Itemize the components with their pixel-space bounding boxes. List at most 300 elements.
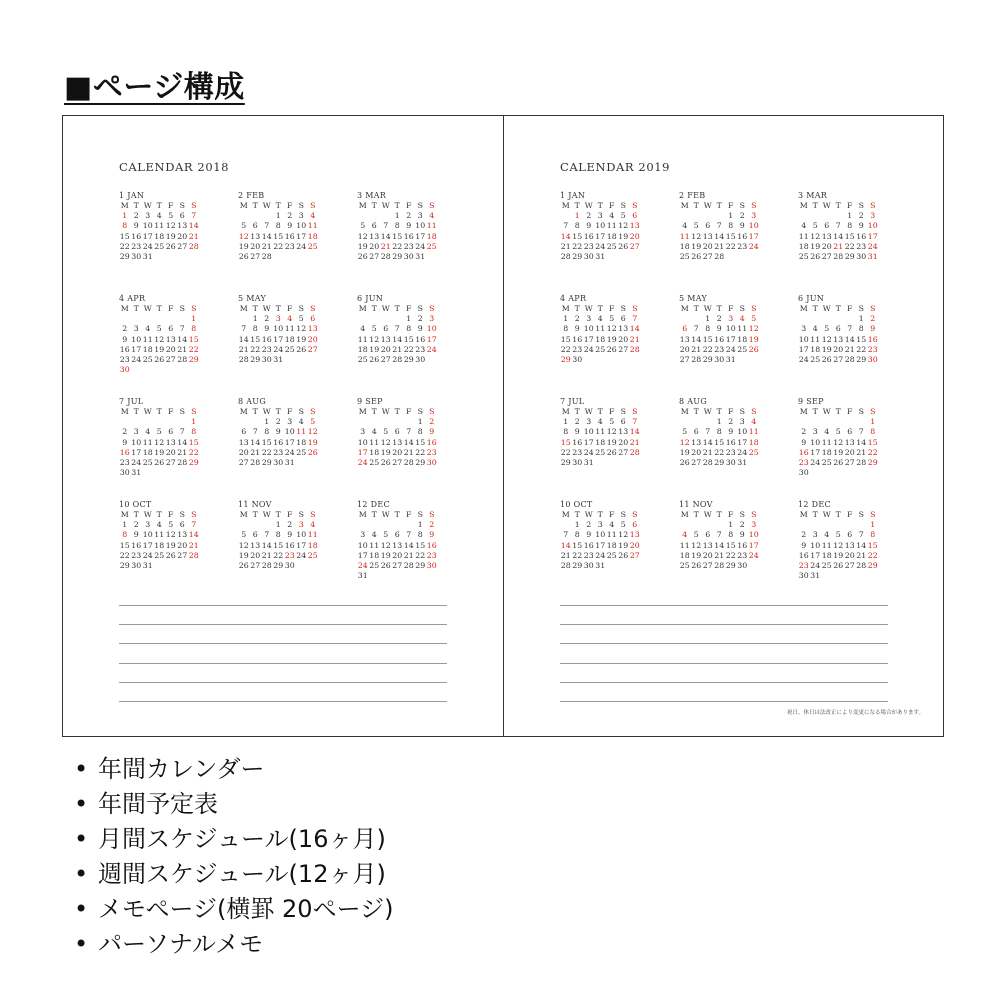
- day-cell: 15: [250, 334, 261, 344]
- day-cell: 19: [165, 231, 176, 241]
- day-cell: 2: [801, 427, 807, 437]
- day-cell: 22: [702, 344, 713, 354]
- day-cell: 14: [250, 437, 261, 447]
- weekday-label: M: [680, 304, 689, 313]
- day-cell: [691, 211, 703, 221]
- day-cell: 10: [737, 427, 748, 437]
- day-cell: 8: [716, 427, 722, 437]
- day-cell: 29: [119, 560, 130, 570]
- day-cell: 26: [238, 251, 249, 261]
- day-cell: 19: [618, 540, 629, 550]
- day-cell: 13: [618, 324, 629, 334]
- day-cell: 16: [403, 231, 414, 241]
- day-cell: 11: [737, 324, 748, 334]
- weekday-label: S: [417, 407, 423, 416]
- day-cell: 12: [618, 530, 629, 540]
- day-cell: 26: [833, 560, 844, 570]
- day-cell: 9: [716, 324, 722, 334]
- month-6: [798, 294, 894, 365]
- day-cell: 2: [264, 314, 270, 324]
- calendar-title-2018: CALENDAR 2018: [119, 160, 230, 174]
- week-row: [238, 520, 334, 530]
- day-cell: 8: [406, 324, 412, 334]
- day-cell: 4: [824, 530, 830, 540]
- day-cell: [748, 252, 760, 262]
- month-label: 3 MAR: [798, 191, 828, 200]
- day-cell: [307, 458, 319, 468]
- weekday-label: T: [812, 407, 818, 416]
- day-cell: 10: [142, 530, 153, 540]
- day-cell: 10: [583, 427, 594, 437]
- day-cell: 4: [145, 324, 151, 334]
- day-cell: 6: [835, 324, 841, 334]
- month-label: 1 JAN: [560, 191, 586, 200]
- day-cell: 11: [606, 530, 617, 540]
- feature-item: • パーソナルメモ: [74, 927, 393, 962]
- weekday-header: [560, 201, 656, 211]
- weekday-label: F: [406, 201, 412, 210]
- day-cell: 9: [122, 437, 128, 447]
- day-cell: 20: [250, 550, 261, 560]
- day-cell: 14: [714, 540, 725, 550]
- weekday-label: F: [847, 407, 853, 416]
- day-cell: 11: [595, 324, 606, 334]
- day-cell: 4: [597, 314, 603, 324]
- day-cell: 17: [583, 334, 594, 344]
- day-cell: 29: [844, 251, 855, 261]
- day-cell: 23: [131, 241, 142, 251]
- weekday-label: W: [822, 407, 831, 416]
- weekday-label: T: [275, 201, 281, 210]
- day-cell: 10: [798, 334, 809, 344]
- day-cell: 10: [357, 437, 368, 447]
- weekday-header: [798, 201, 894, 211]
- day-cell: 6: [705, 530, 711, 540]
- weekday-header: [119, 407, 215, 417]
- weekday-label: W: [262, 407, 271, 416]
- weekday-label: F: [847, 201, 853, 210]
- day-cell: [691, 314, 703, 324]
- weekday-label: S: [417, 510, 423, 519]
- day-cell: 16: [284, 540, 295, 550]
- day-cell: 19: [691, 550, 702, 560]
- day-cell: 25: [606, 241, 617, 251]
- day-cell: [629, 458, 641, 468]
- day-cell: 27: [250, 251, 261, 261]
- day-cell: [142, 468, 154, 478]
- day-cell: 27: [821, 251, 832, 261]
- day-cell: 14: [188, 530, 199, 540]
- day-cell: [250, 520, 262, 530]
- day-cell: 14: [261, 231, 272, 241]
- day-cell: 30: [426, 457, 437, 467]
- day-cell: [188, 561, 200, 571]
- weekday-label: F: [728, 407, 734, 416]
- day-cell: 20: [618, 437, 629, 447]
- calendar-spread: [62, 115, 944, 737]
- weekday-header: [560, 407, 656, 417]
- day-cell: 14: [392, 334, 403, 344]
- day-cell: 17: [810, 550, 821, 560]
- day-cell: [595, 458, 607, 468]
- day-cell: 6: [632, 211, 638, 221]
- week-row: [679, 427, 775, 437]
- day-cell: [737, 355, 749, 365]
- weekday-label: T: [394, 510, 400, 519]
- day-cell: [748, 458, 760, 468]
- month-5: [679, 294, 775, 365]
- day-cell: 9: [728, 427, 734, 437]
- weekday-header: [679, 201, 775, 211]
- memo-line: [119, 682, 447, 683]
- day-cell: [833, 314, 845, 324]
- day-cell: 1: [574, 520, 580, 530]
- day-cell: 2: [728, 417, 734, 427]
- day-cell: 3: [360, 530, 366, 540]
- day-cell: [833, 417, 845, 427]
- day-cell: 3: [298, 520, 304, 530]
- day-cell: 6: [394, 530, 400, 540]
- day-cell: 18: [821, 447, 832, 457]
- month-label: 8 AUG: [679, 397, 708, 406]
- weekday-label: T: [716, 201, 722, 210]
- day-cell: 26: [154, 457, 165, 467]
- day-cell: 24: [296, 241, 307, 251]
- day-cell: 1: [191, 417, 197, 427]
- day-cell: 28: [250, 457, 261, 467]
- day-cell: 27: [618, 447, 629, 457]
- day-cell: [867, 468, 879, 478]
- weekday-label: S: [858, 201, 864, 210]
- day-cell: 3: [360, 427, 366, 437]
- day-cell: 13: [165, 334, 176, 344]
- weekday-label: T: [716, 510, 722, 519]
- feature-item: • 週間スケジュール(12ヶ月): [74, 857, 393, 892]
- day-cell: 9: [801, 437, 807, 447]
- week-row: [238, 345, 334, 355]
- day-cell: 22: [273, 241, 284, 251]
- weekday-label: M: [358, 201, 367, 210]
- week-row: [238, 551, 334, 561]
- week-row: [560, 448, 656, 458]
- weekday-label: M: [680, 407, 689, 416]
- day-cell: 8: [252, 324, 258, 334]
- day-cell: 30: [131, 560, 142, 570]
- memo-line: [119, 663, 447, 664]
- week-row: [679, 417, 775, 427]
- day-cell: 15: [725, 231, 736, 241]
- day-cell: [856, 468, 868, 478]
- week-row: [119, 345, 215, 355]
- day-cell: [154, 314, 166, 324]
- day-cell: 18: [595, 334, 606, 344]
- weekday-label: S: [620, 201, 626, 210]
- weekday-label: M: [239, 304, 248, 313]
- day-cell: 21: [560, 241, 571, 251]
- day-cell: 7: [252, 427, 258, 437]
- day-cell: [380, 520, 392, 530]
- weekday-label: T: [133, 407, 139, 416]
- weekday-header: [679, 407, 775, 417]
- week-row: [798, 221, 894, 231]
- day-cell: [810, 211, 822, 221]
- memo-line: [119, 624, 447, 625]
- day-cell: [560, 211, 572, 221]
- weekday-header: [119, 201, 215, 211]
- day-cell: 3: [586, 417, 592, 427]
- weekday-label: S: [739, 407, 745, 416]
- week-row: [679, 561, 775, 571]
- day-cell: 28: [856, 457, 867, 467]
- day-cell: 27: [618, 344, 629, 354]
- day-cell: 12: [296, 324, 307, 334]
- day-cell: 18: [357, 344, 368, 354]
- weekday-label: F: [847, 510, 853, 519]
- week-row: [119, 365, 215, 375]
- day-cell: 19: [154, 344, 165, 354]
- day-cell: 5: [620, 520, 626, 530]
- day-cell: 23: [714, 344, 725, 354]
- day-cell: 5: [609, 314, 615, 324]
- day-cell: 18: [679, 241, 690, 251]
- weekday-label: T: [693, 201, 699, 210]
- day-cell: 28: [403, 457, 414, 467]
- week-row: [679, 211, 775, 221]
- day-cell: 2: [122, 324, 128, 334]
- weekday-label: S: [179, 510, 185, 519]
- day-cell: [165, 561, 177, 571]
- day-cell: 15: [188, 437, 199, 447]
- day-cell: 9: [574, 427, 580, 437]
- day-cell: 17: [583, 437, 594, 447]
- weekday-label: S: [298, 201, 304, 210]
- day-cell: 1: [716, 417, 722, 427]
- day-cell: 23: [583, 550, 594, 560]
- day-cell: 31: [131, 468, 142, 478]
- day-cell: 25: [810, 354, 821, 364]
- day-cell: 24: [595, 241, 606, 251]
- week-row: [560, 211, 656, 221]
- week-row: [119, 438, 215, 448]
- day-cell: 11: [142, 334, 153, 344]
- weekday-label: S: [310, 304, 316, 313]
- day-cell: [629, 355, 641, 365]
- day-cell: 18: [810, 344, 821, 354]
- week-row: [357, 438, 453, 448]
- day-cell: 30: [426, 560, 437, 570]
- day-cell: 19: [165, 540, 176, 550]
- day-cell: 10: [748, 530, 759, 540]
- weekday-header: [560, 304, 656, 314]
- day-cell: 24: [748, 550, 759, 560]
- day-cell: 14: [844, 334, 855, 344]
- week-row: [119, 335, 215, 345]
- day-cell: 16: [737, 540, 748, 550]
- day-cell: 7: [563, 530, 569, 540]
- day-cell: 23: [798, 560, 809, 570]
- day-cell: 31: [595, 560, 606, 570]
- day-cell: 11: [284, 324, 295, 334]
- day-cell: 28: [392, 354, 403, 364]
- weekday-label: S: [858, 304, 864, 313]
- day-cell: 13: [392, 540, 403, 550]
- day-cell: 15: [560, 334, 571, 344]
- day-cell: [165, 252, 177, 262]
- month-8: [679, 397, 775, 468]
- day-cell: 5: [824, 324, 830, 334]
- weekday-label: T: [597, 304, 603, 313]
- weekday-label: F: [728, 304, 734, 313]
- weekday-label: F: [609, 201, 615, 210]
- day-cell: 23: [867, 344, 878, 354]
- day-cell: [165, 365, 177, 375]
- day-cell: 31: [415, 251, 426, 261]
- month-label: 12 DEC: [798, 500, 831, 509]
- day-cell: 22: [273, 550, 284, 560]
- day-cell: 30: [119, 365, 130, 375]
- month-label: 7 JUL: [560, 397, 585, 406]
- day-cell: 14: [833, 231, 844, 241]
- day-cell: [810, 417, 822, 427]
- weekday-label: S: [632, 201, 638, 210]
- day-cell: 18: [748, 437, 759, 447]
- day-cell: 22: [261, 447, 272, 457]
- weekday-header: [798, 407, 894, 417]
- day-cell: 7: [716, 221, 722, 231]
- weekday-label: W: [262, 304, 271, 313]
- day-cell: [798, 314, 810, 324]
- day-cell: 18: [798, 241, 809, 251]
- day-cell: [679, 520, 691, 530]
- weekday-header: [119, 510, 215, 520]
- week-row: [798, 530, 894, 540]
- week-row: [357, 458, 453, 468]
- day-cell: 2: [586, 520, 592, 530]
- weekday-label: F: [287, 304, 293, 313]
- day-cell: 24: [725, 344, 736, 354]
- day-cell: 1: [858, 314, 864, 324]
- day-cell: [618, 252, 630, 262]
- weekday-label: M: [358, 510, 367, 519]
- week-row: [560, 520, 656, 530]
- day-cell: 31: [357, 571, 368, 581]
- day-cell: 10: [284, 427, 295, 437]
- weekday-label: S: [620, 407, 626, 416]
- week-row: [679, 252, 775, 262]
- day-cell: 29: [725, 560, 736, 570]
- day-cell: 3: [586, 314, 592, 324]
- week-row: [798, 211, 894, 221]
- day-cell: 26: [618, 550, 629, 560]
- day-cell: 17: [273, 334, 284, 344]
- weekday-label: T: [812, 201, 818, 210]
- week-row: [679, 530, 775, 540]
- day-cell: 3: [728, 314, 734, 324]
- day-cell: 2: [133, 211, 139, 221]
- weekday-label: S: [310, 407, 316, 416]
- day-cell: [154, 252, 166, 262]
- day-cell: 5: [360, 221, 366, 231]
- day-cell: 27: [844, 457, 855, 467]
- day-cell: 9: [133, 530, 139, 540]
- day-cell: 13: [833, 334, 844, 344]
- day-cell: 23: [131, 550, 142, 560]
- day-cell: [748, 355, 760, 365]
- day-cell: 19: [307, 437, 318, 447]
- weekday-label: M: [799, 407, 808, 416]
- day-cell: 24: [284, 447, 295, 457]
- day-cell: 2: [287, 211, 293, 221]
- day-cell: 18: [307, 231, 318, 241]
- day-cell: 14: [856, 540, 867, 550]
- day-cell: 14: [177, 437, 188, 447]
- day-cell: 26: [691, 560, 702, 570]
- day-cell: 13: [844, 437, 855, 447]
- day-cell: 9: [287, 221, 293, 231]
- weekday-label: T: [275, 510, 281, 519]
- weekday-label: T: [693, 304, 699, 313]
- day-cell: [833, 571, 845, 581]
- day-cell: 18: [284, 334, 295, 344]
- day-cell: 8: [563, 324, 569, 334]
- day-cell: 25: [369, 560, 380, 570]
- day-cell: 7: [705, 427, 711, 437]
- day-cell: 25: [737, 344, 748, 354]
- weekday-label: M: [561, 407, 570, 416]
- weekday-header: [119, 304, 215, 314]
- weekday-label: M: [120, 304, 129, 313]
- day-cell: [798, 211, 810, 221]
- day-cell: 14: [856, 437, 867, 447]
- day-cell: 13: [250, 231, 261, 241]
- day-cell: 17: [131, 447, 142, 457]
- day-cell: 27: [833, 354, 844, 364]
- day-cell: 23: [415, 344, 426, 354]
- day-cell: 25: [679, 560, 690, 570]
- day-cell: 21: [188, 231, 199, 241]
- day-cell: 12: [606, 427, 617, 437]
- weekday-label: T: [133, 510, 139, 519]
- week-row: [119, 211, 215, 221]
- day-cell: 2: [739, 520, 745, 530]
- day-cell: 12: [691, 231, 702, 241]
- day-cell: 11: [679, 540, 690, 550]
- day-cell: 17: [737, 437, 748, 447]
- day-cell: 7: [693, 324, 699, 334]
- day-cell: 29: [572, 560, 583, 570]
- day-cell: 16: [867, 334, 878, 344]
- day-cell: 4: [156, 520, 162, 530]
- day-cell: 2: [287, 520, 293, 530]
- weekday-label: T: [275, 304, 281, 313]
- day-cell: [679, 211, 691, 221]
- week-row: [560, 314, 656, 324]
- day-cell: 4: [609, 211, 615, 221]
- day-cell: [154, 365, 166, 375]
- week-row: [560, 345, 656, 355]
- day-cell: 6: [705, 221, 711, 231]
- day-cell: 5: [693, 221, 699, 231]
- day-cell: [369, 314, 381, 324]
- day-cell: 20: [177, 231, 188, 241]
- day-cell: [154, 417, 166, 427]
- day-cell: 30: [572, 457, 583, 467]
- day-cell: 22: [119, 550, 130, 560]
- day-cell: 30: [572, 354, 583, 364]
- day-cell: 20: [844, 550, 855, 560]
- day-cell: [369, 417, 381, 427]
- day-cell: 17: [284, 437, 295, 447]
